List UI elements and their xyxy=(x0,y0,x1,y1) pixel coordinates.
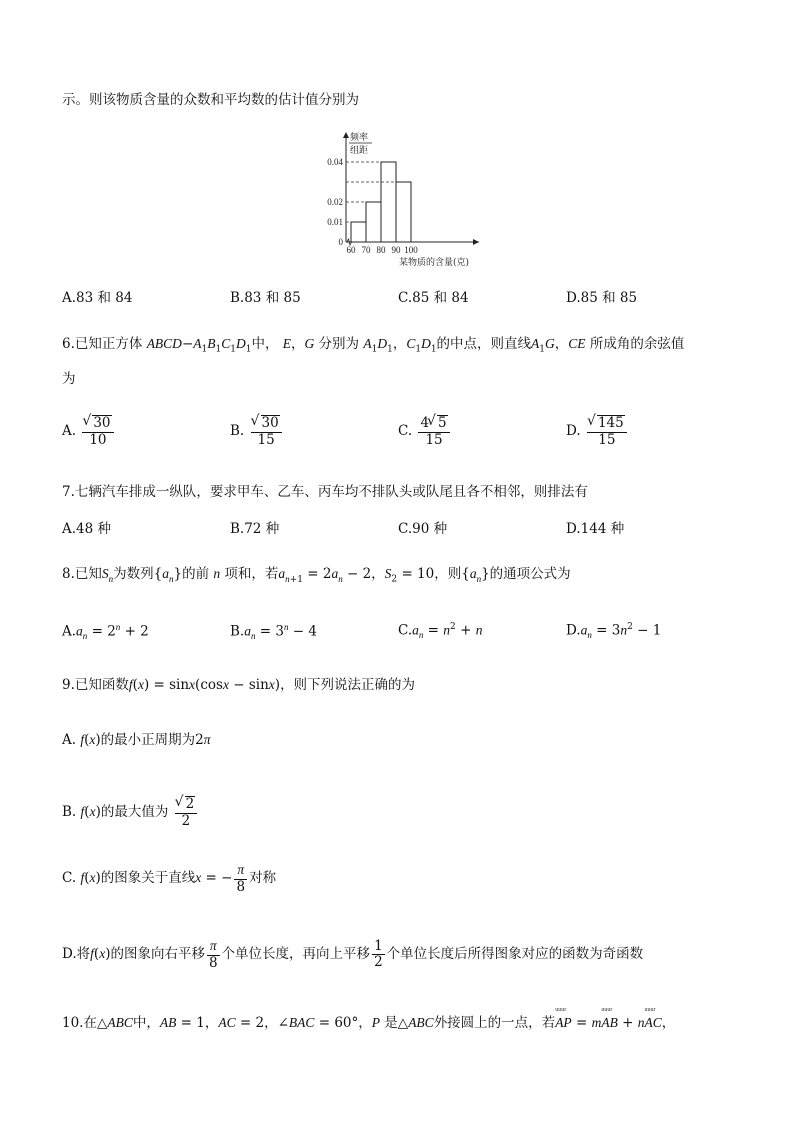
q7-option-a: A.48 种 xyxy=(62,521,112,537)
q9-option-a: A. f(x)的最小正周期为2π xyxy=(62,732,211,748)
q8-option-b: $B.a_n = 3^n - 4$ xyxy=(230,622,317,642)
q7-option-c: C.90 种 xyxy=(398,521,448,537)
x-tick-label: 80 xyxy=(376,245,386,255)
q5-stem-tail: 示。则该物质含量的众数和平均数的估计值分别为 xyxy=(62,92,359,108)
q5-option-b: B.83 和 85 xyxy=(230,290,301,306)
y-tick-label: 0.04 xyxy=(327,157,343,167)
q5-option-c: C.85 和 84 xyxy=(398,290,469,306)
histogram-bar xyxy=(381,162,396,242)
histogram-bar xyxy=(396,182,411,242)
q5-option-a: A.83 和 84 xyxy=(62,290,133,306)
y-tick-label: 0 xyxy=(338,237,343,247)
q7-option-d: D.144 种 xyxy=(566,521,625,537)
q6-option-c: C. $\frac{4√ 5}{15}$ xyxy=(398,415,452,448)
x-tick-label: 90 xyxy=(391,245,401,255)
y-tick-label: 0.02 xyxy=(327,197,343,207)
q8-option-d: $D.a_n = 3n^2 - 1$ xyxy=(566,622,662,641)
y-axis-arrow xyxy=(343,132,349,138)
q6-stem: 6.已知正方体 $ABCD-A_1B_1C_1D_1$中， E，G 分别为 $A_1D_1$，$C_1D_1$的中点，则直线$A_1G$，CE 所成角的余弦值 xyxy=(62,336,685,355)
histogram-bar xyxy=(351,222,366,242)
q9-option-d: D.将f(x)的图象向右平移 $\frac{\pi}{8}$ 个单位长度，再向上平移 $\frac{1}{2}$ 个单位长度后所得图象对应的函数为奇函数 xyxy=(62,937,644,971)
x-axis-arrow xyxy=(473,239,479,245)
q8-option-c: $C.a_n = n^2 + n$ xyxy=(398,622,483,641)
histogram-chart xyxy=(314,128,484,270)
q8-option-a: $A.a_n = 2^n + 2$ xyxy=(62,622,149,642)
q6-option-d: D. √ $\frac{145}{15}$ xyxy=(566,415,629,448)
q7-option-b: B.72 种 xyxy=(230,521,280,537)
q6-stem-line2: 为 xyxy=(62,371,76,387)
y-axis-title-top: 频率 xyxy=(350,133,369,143)
q6-option-b: B. √ $\frac{30}{15}$ xyxy=(230,415,284,448)
x-axis-title: 某物质的含量(克) xyxy=(398,258,470,268)
x-tick-label: 60 xyxy=(346,245,356,255)
histogram-bar xyxy=(366,202,381,242)
q9-option-c: C. f(x)的图象关于直线x = − $\frac{\pi}{8}$ 对称 xyxy=(62,862,277,895)
q10-stem: 10.在△ABC中，AB = 1，AC = 2，∠BAC = 60°，P 是△ABC外接圆上的一点，若uuur AP = muuur AB + nuuur AC， xyxy=(62,1015,675,1031)
x-tick-label: 70 xyxy=(361,245,371,255)
q7-stem: 7.七辆汽车排成一纵队，要求甲车、乙车、丙车均不排队头或队尾且各不相邻，则排法有 xyxy=(62,484,588,500)
q9-stem: 9.已知函数f(x) = sinx(cosx − sinx)，则下列说法正确的为 xyxy=(62,677,416,693)
q6-option-a: A. √ $\frac{30}{10}$ xyxy=(62,415,116,448)
x-tick-label: 100 xyxy=(404,245,418,255)
q8-stem: 8.已知$S_n$为数列$\{a_n\}$的前 n 项和，若$a_{n+1} = 2a_n - 2$，$S_2 = 10$，则$\{a_n\}$的通项公式为 xyxy=(62,566,571,585)
q9-option-b: B. f(x)的最大值为 √ $\frac{2}{2}$ xyxy=(62,796,199,829)
y-tick-label: 0.01 xyxy=(327,217,343,227)
y-axis-title-bottom: 组距 xyxy=(350,146,369,156)
q5-option-d: D.85 和 85 xyxy=(566,290,638,306)
